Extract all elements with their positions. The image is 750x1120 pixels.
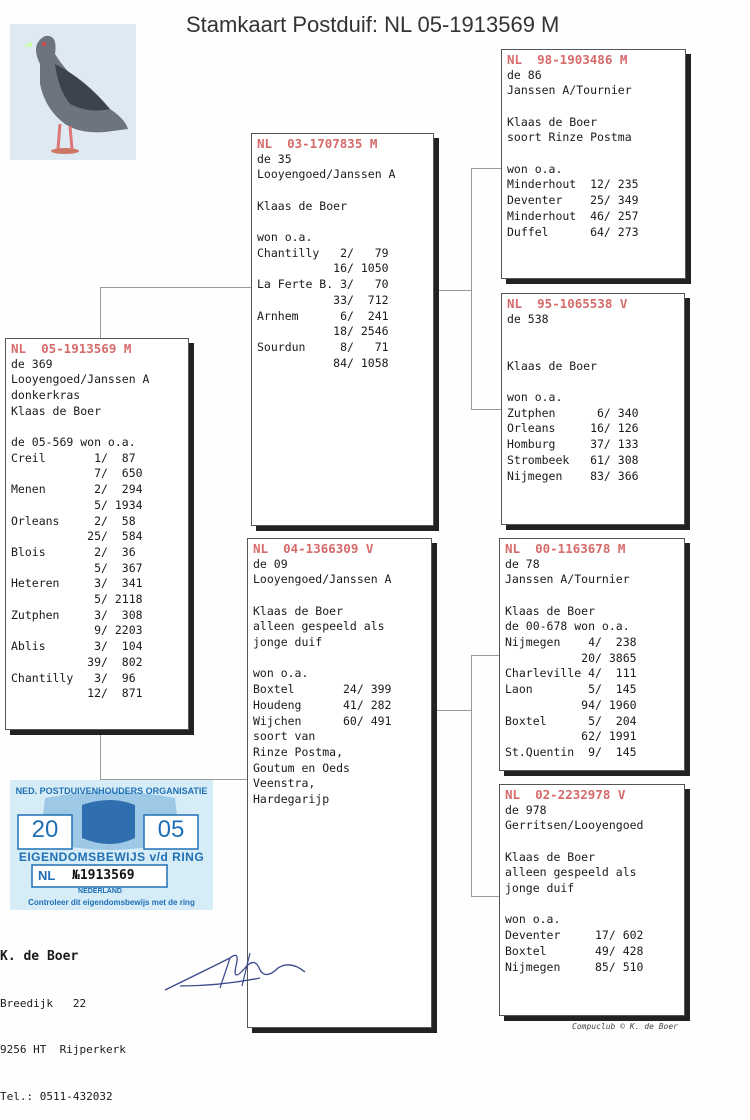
card-line: Zutphen 6/ 340 <box>507 405 639 420</box>
card-lines <box>11 357 183 702</box>
footer-credit: Compuclub © K. de Boer <box>572 1022 678 1031</box>
ring-number: NL 02-2232978 V <box>505 787 626 802</box>
card-line: de 978 <box>505 802 547 817</box>
card-line: Nijmegen 85/ 510 <box>505 959 644 974</box>
card-line <box>257 183 428 199</box>
seal-org: NED. POSTDUIVENHOUDERS ORGANISATIE <box>15 786 208 796</box>
ring-number: NL 03-1707835 M <box>257 136 378 151</box>
connector-line <box>471 168 502 410</box>
connector-line <box>432 710 471 711</box>
card-line: Boxtel 5/ 204 <box>505 713 637 728</box>
card-line: Klaas de Boer <box>507 114 598 129</box>
pedigree-card-mother-father <box>499 538 685 771</box>
signature <box>160 938 310 998</box>
card-line: La Ferte B. 3/ 70 <box>257 277 389 292</box>
card-line <box>507 99 680 115</box>
card-line: alleen gespeeld als <box>505 865 637 880</box>
card-line: won o.a. <box>507 161 563 176</box>
card-line: Menen 2/ 294 <box>11 482 143 497</box>
card-line: won o.a. <box>505 912 561 927</box>
card-line: Klaas de Boer <box>257 198 348 213</box>
card-lines <box>507 68 680 241</box>
card-line: Ablis 3/ 104 <box>11 639 143 654</box>
card-line: Heteren 3/ 341 <box>11 576 143 591</box>
connector-line <box>100 733 249 780</box>
card-line <box>11 419 183 435</box>
owner-name: K. de Boer <box>0 949 79 964</box>
card-line: alleen gespeeld als <box>253 619 385 634</box>
seal-country: NL <box>38 868 56 883</box>
ring-number: NL 04-1366309 V <box>253 541 374 556</box>
card-line <box>507 327 679 343</box>
ring-number: NL 05-1913569 M <box>11 341 132 356</box>
page-title: Stamkaart Postduif: NL 05-1913569 M <box>186 12 560 37</box>
card-line: 18/ 2546 <box>257 324 389 339</box>
card-line: 33/ 712 <box>257 292 389 307</box>
card-line: Strombeek 61/ 308 <box>507 452 639 467</box>
card-line: Wijchen 60/ 491 <box>253 713 392 728</box>
pedigree-card-subject <box>5 338 189 730</box>
card-line: Deventer 25/ 349 <box>507 193 639 208</box>
card-line: Goutum en Oeds <box>253 760 350 775</box>
card-line <box>507 146 680 162</box>
card-lines <box>505 803 679 976</box>
card-line: 5/ 1934 <box>11 497 143 512</box>
card-line: Veenstra, <box>253 776 316 791</box>
card-line: Nijmegen 4/ 238 <box>505 635 637 650</box>
card-line <box>505 834 679 850</box>
card-line: 5/ 367 <box>11 560 143 575</box>
card-line: Arnhem 6/ 241 <box>257 308 389 323</box>
card-line: Duffel 64/ 273 <box>507 224 639 239</box>
card-line: Looyengoed/Janssen A <box>253 572 392 587</box>
seal-year-right: 05 <box>157 816 185 843</box>
seal-year-left: 20 <box>31 816 59 843</box>
pedigree-card-father-father <box>501 49 686 279</box>
card-lines <box>505 557 679 761</box>
card-line: 62/ 1991 <box>505 729 637 744</box>
card-lines <box>507 312 679 485</box>
card-line: 12/ 871 <box>11 686 143 701</box>
lion-emblem-icon <box>82 800 135 844</box>
card-line: won o.a. <box>253 666 309 681</box>
card-line: Blois 2/ 36 <box>11 544 136 559</box>
card-line: jonge duif <box>253 635 323 650</box>
pigeon-photo <box>10 24 136 160</box>
owner-street: Breedijk 22 <box>0 996 87 1010</box>
card-line: won o.a. <box>257 230 313 245</box>
card-line: Hardegarijp <box>253 792 330 807</box>
seal-note: Controleer dit eigendomsbewijs met de ring <box>28 898 195 907</box>
card-line: Klaas de Boer <box>505 849 596 864</box>
pedigree-card-father <box>251 133 434 526</box>
pedigree-card-father-mother <box>501 293 685 525</box>
card-line: 7/ 650 <box>11 466 143 481</box>
card-line <box>507 374 679 390</box>
card-line: Zutphen 3/ 308 <box>11 607 143 622</box>
card-line: Chantilly 2/ 79 <box>257 245 389 260</box>
card-line: Klaas de Boer <box>11 403 102 418</box>
card-line <box>505 897 679 913</box>
card-line: Laon 5/ 145 <box>505 682 637 697</box>
card-line: de 35 <box>257 151 292 166</box>
card-line: Homburg 37/ 133 <box>507 437 639 452</box>
card-line: Minderhout 46/ 257 <box>507 208 639 223</box>
card-line: Minderhout 12/ 235 <box>507 177 639 192</box>
card-line: Orleans 16/ 126 <box>507 421 639 436</box>
card-line <box>257 214 428 230</box>
connector-line <box>434 290 471 291</box>
ring-number: NL 98-1903486 M <box>507 52 628 67</box>
card-line: 84/ 1058 <box>257 355 389 370</box>
card-line: Orleans 2/ 58 <box>11 513 136 528</box>
card-line: Klaas de Boer <box>505 603 596 618</box>
card-line: Boxtel 24/ 399 <box>253 682 392 697</box>
card-line: Nijmegen 83/ 366 <box>507 468 639 483</box>
connector-line <box>471 655 502 897</box>
card-line <box>507 343 679 359</box>
card-line: 39/ 802 <box>11 654 143 669</box>
card-line: Rinze Postma, <box>253 744 344 759</box>
card-line: Sourdun 8/ 71 <box>257 339 389 354</box>
connector-line <box>100 287 255 340</box>
card-line: Janssen A/Tournier <box>507 83 632 98</box>
card-line: de 369 <box>11 356 53 371</box>
card-line: Houdeng 41/ 282 <box>253 697 392 712</box>
card-line: Boxtel 49/ 428 <box>505 943 644 958</box>
card-line: Creil 1/ 87 <box>11 450 136 465</box>
card-line: de 05-569 won o.a. <box>11 435 136 450</box>
card-line: Charleville 4/ 111 <box>505 666 637 681</box>
card-line: de 78 <box>505 556 540 571</box>
card-line: de 86 <box>507 67 542 82</box>
card-line: won o.a. <box>507 390 563 405</box>
card-line: soort van <box>253 729 316 744</box>
card-line: Klaas de Boer <box>253 603 344 618</box>
ring-number: NL 00-1163678 M <box>505 541 626 556</box>
card-line: 5/ 2118 <box>11 592 143 607</box>
card-line: Klaas de Boer <box>507 358 598 373</box>
card-line: Gerritsen/Looyengoed <box>505 818 644 833</box>
owner-city: 9256 HT Rijperkerk <box>0 1043 126 1056</box>
card-line: 9/ 2203 <box>11 623 143 638</box>
card-line: Looyengoed/Janssen A <box>11 372 150 387</box>
card-line: de 00-678 won o.a. <box>505 619 630 634</box>
card-line <box>253 651 426 667</box>
card-line: 16/ 1050 <box>257 261 389 276</box>
seal-ring-number: №1913569 <box>72 868 135 883</box>
card-line: donkerkras <box>11 387 81 402</box>
card-lines <box>253 557 426 808</box>
owner-phone: Tel.: 0511-432032 <box>0 1089 113 1103</box>
card-line: Deventer 17/ 602 <box>505 928 644 943</box>
card-lines <box>257 152 428 372</box>
card-line: de 538 <box>507 311 549 326</box>
seal-banner: EIGENDOMSBEWIJS v/d RING <box>18 850 205 864</box>
card-line: Chantilly 3/ 96 <box>11 670 136 685</box>
pedigree-card-mother-mother <box>499 784 685 1016</box>
card-line: 94/ 1960 <box>505 697 637 712</box>
card-line <box>505 588 679 604</box>
card-line: soort Rinze Postma <box>507 130 632 145</box>
card-line <box>253 588 426 604</box>
card-line: 20/ 3865 <box>505 650 637 665</box>
card-line: Looyengoed/Janssen A <box>257 167 396 182</box>
card-line: Janssen A/Tournier <box>505 572 630 587</box>
ring-number: NL 95-1065538 V <box>507 296 628 311</box>
card-line: jonge duif <box>505 881 575 896</box>
owner-address <box>0 918 126 1120</box>
ownership-certificate <box>10 780 213 910</box>
seal-land: NEDERLAND <box>78 888 122 895</box>
card-line: St.Quentin 9/ 145 <box>505 744 637 759</box>
card-line: 25/ 584 <box>11 529 143 544</box>
card-line: de 09 <box>253 556 288 571</box>
